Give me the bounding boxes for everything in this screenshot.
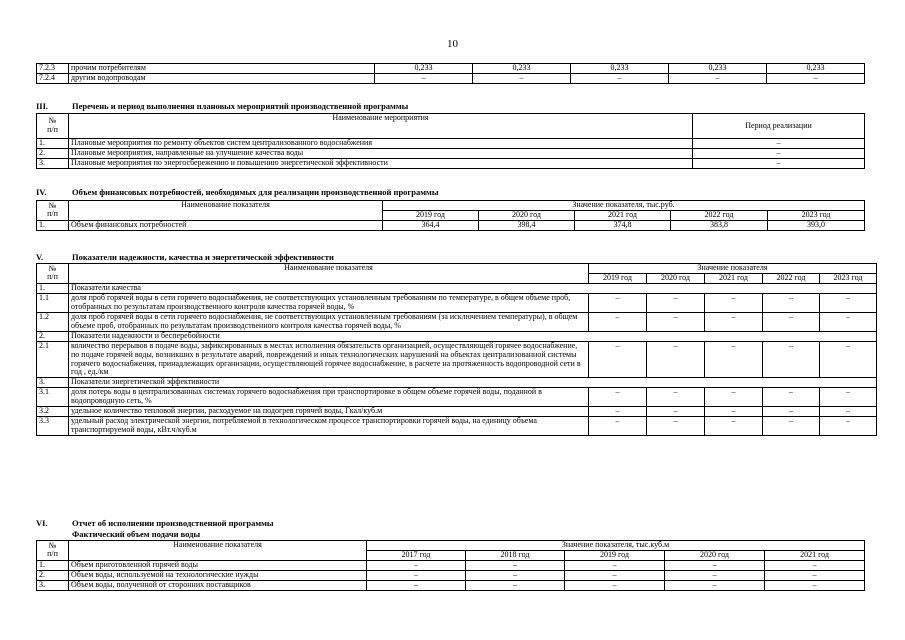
row-number: 2. (37, 148, 69, 158)
row-value: – (571, 73, 669, 83)
row-number: 3.3 (37, 417, 69, 436)
row-name: доля потерь воды в централизованных системах горячего водоснабжения при транспортировке в общем объеме горячей воды, поданной в водопроводную сеть, % (69, 388, 589, 407)
section-4-title: Объем финансовых потребностей, необходимых для реализации производственной программы (72, 187, 439, 197)
row-value: – (473, 73, 571, 83)
row-value: 374,8 (575, 220, 671, 230)
row-value: – (466, 580, 565, 590)
row-value: – (820, 341, 877, 378)
header-year: 2020 год (665, 550, 765, 560)
row-name: удельное количество тепловой энергии, расходуемое на подогрев горячей воды, Гкал/куб.м (69, 407, 589, 417)
table-row (37, 148, 865, 158)
row-value: – (589, 293, 647, 312)
group-row (37, 283, 877, 293)
row-value: – (367, 580, 466, 590)
header-year: 2023 год (820, 273, 877, 283)
header-period: Период реализации (693, 114, 865, 139)
row-value: – (705, 388, 763, 407)
row-period: – (693, 139, 865, 149)
section-6-table (36, 540, 865, 591)
row-number: 3. (37, 158, 69, 168)
header-year: 2023 год (768, 210, 865, 220)
row-number: 1. (37, 560, 69, 570)
row-value: – (705, 312, 763, 331)
row-value: – (367, 560, 466, 570)
header-year: 2019 год (383, 210, 479, 220)
row-value: – (765, 570, 865, 580)
row-value: 0,233 (767, 64, 865, 74)
row-number: 1.1 (37, 293, 69, 312)
header-num-label: № п/п (47, 200, 58, 219)
table-row (37, 293, 877, 312)
table-row (37, 407, 877, 417)
row-number: 1. (37, 220, 69, 230)
row-number: 2. (37, 570, 69, 580)
header-num-label: № п/п (47, 116, 58, 134)
table-row (37, 64, 865, 74)
section-4-table (36, 200, 865, 231)
header-year: 2022 год (671, 210, 768, 220)
row-value: 0,233 (669, 64, 767, 74)
row-value: 398,4 (479, 220, 575, 230)
row-name: Плановые мероприятия по ремонту объектов систем централизованного водоснабжения (69, 139, 693, 149)
row-name: Плановые мероприятия по энергосбережению и повышению энергетической эффективности (69, 158, 693, 168)
header-year: 2020 год (479, 210, 575, 220)
table-row (37, 312, 877, 331)
row-name: Плановые мероприятия, направленные на улучшение качества воды (69, 148, 693, 158)
section-6-heading (36, 518, 274, 528)
row-value: 0,233 (473, 64, 571, 74)
row-value: – (647, 312, 705, 331)
row-value: – (589, 407, 647, 417)
section-3-number: III. (36, 101, 49, 111)
row-number: 2. (37, 331, 69, 341)
header-value: Значение показателя, тыс.куб.м (367, 541, 865, 551)
row-value: 364,4 (383, 220, 479, 230)
row-number: 3. (37, 378, 69, 388)
row-value: – (820, 312, 877, 331)
row-number: 7.2.3 (37, 64, 69, 74)
header-value: Значение показателя (589, 264, 877, 274)
section-5-title: Показатели надежности, качества и энергетической эффективности (72, 252, 334, 262)
row-number: 1. (37, 283, 69, 293)
table-row (37, 139, 865, 149)
table-row (37, 158, 865, 168)
section-4-number: IV. (36, 187, 47, 197)
row-value: – (589, 312, 647, 331)
row-value: – (647, 417, 705, 436)
row-value: – (767, 73, 865, 83)
row-value: – (647, 293, 705, 312)
row-name: Объем приготовленной горячей воды (69, 560, 367, 570)
section-3-title: Перечень и период выполнения плановых мероприятий производственной программы (72, 101, 409, 111)
group-row (37, 378, 877, 388)
section-5-table (36, 263, 877, 436)
row-value: – (647, 407, 705, 417)
row-value: – (763, 341, 820, 378)
header-year: 2018 год (466, 550, 565, 560)
row-number: 3.2 (37, 407, 69, 417)
row-value: 0,233 (571, 64, 669, 74)
row-value: 393,0 (768, 220, 865, 230)
row-value: – (705, 407, 763, 417)
header-year: 2019 год (589, 273, 647, 283)
section-5-heading (36, 252, 334, 262)
table-row (37, 570, 865, 580)
section-6-number: VI. (36, 518, 48, 528)
row-value: – (820, 293, 877, 312)
row-number: 2.1 (37, 341, 69, 378)
row-value: – (665, 570, 765, 580)
row-name: прочим потребителям (69, 64, 375, 74)
row-value: – (763, 407, 820, 417)
row-value: – (647, 388, 705, 407)
row-name: Объем финансовых потребностей (69, 220, 383, 230)
header-year: 2022 год (763, 273, 820, 283)
row-value: – (565, 570, 665, 580)
table-row (37, 220, 865, 230)
row-value: – (466, 570, 565, 580)
group-name: Показатели качества (69, 283, 877, 293)
section-4-heading (36, 187, 438, 197)
row-value: – (705, 341, 763, 378)
header-year: 2021 год (705, 273, 763, 283)
header-num (37, 541, 69, 561)
row-value: – (565, 580, 665, 590)
row-value: – (705, 293, 763, 312)
row-value: 0,233 (375, 64, 473, 74)
row-number: 1.2 (37, 312, 69, 331)
header-name: Наименование мероприятия (69, 114, 693, 139)
row-value: – (665, 560, 765, 570)
row-value: – (765, 580, 865, 590)
section-3-heading (36, 101, 408, 111)
row-value: – (763, 312, 820, 331)
group-name: Показатели энергетической эффективности (69, 378, 877, 388)
row-value: – (820, 407, 877, 417)
row-value: – (466, 560, 565, 570)
table-row (37, 388, 877, 407)
row-name: другим водопроводам (69, 73, 375, 83)
table-row (37, 417, 877, 436)
row-value: – (669, 73, 767, 83)
header-name: Наименование показателя (69, 264, 589, 284)
row-name: доля проб горячей воды в сети горячего водоснабжения, не соответствующих установленным требованиям (за исключением температуры), в общем объеме проб, отобранных по результатам производственного контроля качества горячей воды, % (69, 312, 589, 331)
header-num (37, 264, 69, 284)
header-year: 2021 год (575, 210, 671, 220)
header-name: Наименование показателя (69, 541, 367, 561)
section-6-subtitle: Фактический объем подачи воды (72, 529, 201, 539)
group-row (37, 331, 877, 341)
row-period: – (693, 148, 865, 158)
row-name: доля проб горячей воды в сети горячего водоснабжения, не соответствующих установленным требованиям по температуре, в общем объеме проб, отобранных по результатам производственного контроля качества горячей воды, % (69, 293, 589, 312)
row-value: – (647, 341, 705, 378)
row-value: – (763, 293, 820, 312)
section-5-number: V. (36, 252, 44, 262)
section-3-table (36, 113, 865, 169)
row-name: Объем воды, используемой на технологические нужды (69, 570, 367, 580)
row-value: – (589, 388, 647, 407)
table-row (37, 73, 865, 83)
row-value: – (589, 341, 647, 378)
page-number: 10 (447, 38, 458, 50)
row-value: – (763, 388, 820, 407)
row-value: – (820, 388, 877, 407)
header-num (37, 114, 69, 139)
row-period: – (693, 158, 865, 168)
row-value: – (367, 570, 466, 580)
header-num-label: № п/п (47, 540, 58, 559)
header-num (37, 201, 69, 221)
row-name: количество перерывов в подаче воды, зафиксированных в местах исполнения обязательств организацией, осуществляющей горячее водоснабжение, по подаче горячей воды, возникших в результате аварий, повреждений и иных технологических нарушений на объектах централизованной системы горячего водоснабжения, принадлежащих организации, осуществляющей горячее водоснабжение, в расчете на протяженность водопроводной сети в год , ед./км (69, 341, 589, 378)
header-value: Значение показателя, тыс.руб. (383, 201, 865, 211)
row-value: – (375, 73, 473, 83)
header-year: 2017 год (367, 550, 466, 560)
top-table (36, 63, 865, 84)
section-6-title: Отчет об исполнении производственной программы (72, 518, 274, 528)
row-value: – (763, 417, 820, 436)
row-value: – (665, 580, 765, 590)
row-number: 1. (37, 139, 69, 149)
row-value: 383,8 (671, 220, 768, 230)
table-row (37, 580, 865, 590)
header-year: 2019 год (565, 550, 665, 560)
row-name: Объем воды, полученной от сторонних поставщиков (69, 580, 367, 590)
row-value: – (589, 417, 647, 436)
row-number: 7.2.4 (37, 73, 69, 83)
header-year: 2021 год (765, 550, 865, 560)
table-row (37, 560, 865, 570)
header-year: 2020 год (647, 273, 705, 283)
header-num-label: № п/п (47, 263, 58, 282)
row-value: – (765, 560, 865, 570)
row-number: 3.1 (37, 388, 69, 407)
row-number: 3. (37, 580, 69, 590)
row-name: удельный расход электрической энергии, потребляемой в технологическом процессе транспортировки горячей воды, на единицу объема транспортируемой воды, кВт.ч/куб.м (69, 417, 589, 436)
table-row (37, 341, 877, 378)
row-value: – (565, 560, 665, 570)
group-name: Показатели надежности и бесперебойности (69, 331, 877, 341)
row-value: – (820, 417, 877, 436)
header-name: Наименование показателя (69, 201, 383, 221)
row-value: – (705, 417, 763, 436)
